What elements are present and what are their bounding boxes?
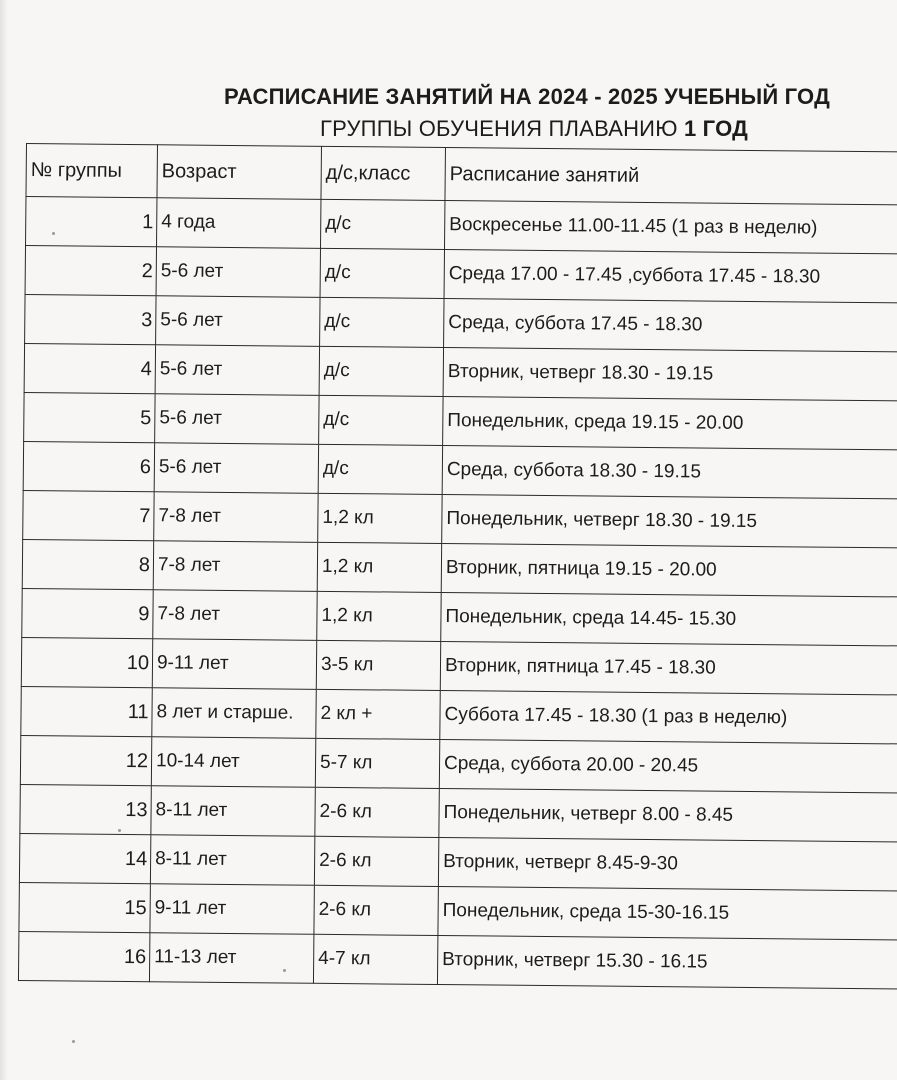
table-row [21, 686, 897, 744]
scan-speck [72, 1040, 75, 1043]
group-number-cell: 2 [25, 246, 156, 296]
age-cell: 5-6 лет [156, 296, 320, 347]
group-number-cell: 1 [26, 197, 157, 247]
table-row [22, 588, 897, 646]
table-header-row [26, 144, 897, 206]
schedule-cell: Вторник, четверг 15.30 - 16.15 [437, 935, 897, 989]
schedule-cell: Вторник, четверг 18.30 - 19.15 [443, 348, 897, 402]
schedule-cell: Суббота 17.45 - 18.30 (1 раз в неделю) [440, 691, 897, 745]
age-cell: 7-8 лет [154, 492, 318, 543]
class-cell: 1,2 кл [317, 591, 441, 641]
table-row [23, 490, 897, 548]
schedule-cell: Вторник, пятница 19.15 - 20.00 [441, 544, 897, 598]
age-cell: 4 года [157, 198, 321, 249]
table-row [19, 882, 897, 940]
group-number-cell: 4 [24, 343, 155, 393]
table-row [24, 343, 897, 401]
group-number-cell: 6 [23, 441, 154, 491]
schedule-cell: Понедельник, среда 15-30-16.15 [438, 886, 897, 940]
header-age: Возраст [157, 145, 322, 200]
schedule-cell: Среда, суббота 18.30 - 19.15 [442, 446, 897, 500]
header-class: д/с,класс [321, 146, 446, 200]
table-row [24, 392, 897, 450]
group-number-cell: 12 [20, 735, 151, 785]
subtitle-emphasis: 1 ГОД [683, 116, 748, 141]
age-cell: 7-8 лет [153, 590, 317, 641]
scan-speck [118, 829, 121, 832]
class-cell: 2-6 кл [314, 836, 438, 886]
class-cell: д/с [320, 248, 444, 298]
table-row [25, 246, 897, 304]
table-row [26, 197, 897, 255]
schedule-cell: Воскресенье 11.00-11.45 (1 раз в неделю) [444, 201, 897, 255]
class-cell: д/с [318, 444, 442, 494]
scan-speck [52, 232, 55, 235]
group-number-cell: 14 [19, 833, 150, 883]
class-cell: д/с [321, 199, 445, 249]
schedule-cell: Понедельник, четверг 18.30 - 19.15 [442, 495, 897, 549]
class-cell: 2-6 кл [315, 787, 439, 837]
class-cell: 4-7 кл [313, 934, 437, 984]
table-row [22, 539, 897, 597]
class-cell: 1,2 кл [318, 493, 442, 543]
table-row [25, 294, 897, 352]
table-row [20, 784, 897, 842]
schedule-cell: Среда, суббота 20.00 - 20.45 [439, 739, 897, 793]
schedule-cell: Среда, суббота 17.45 - 18.30 [444, 299, 897, 353]
header-schedule: Расписание занятий [445, 148, 897, 206]
age-cell: 11-13 лет [149, 933, 313, 984]
class-cell: 1,2 кл [317, 542, 441, 592]
group-number-cell: 15 [19, 882, 150, 932]
schedule-cell: Вторник, пятница 17.45 - 18.30 [440, 642, 897, 696]
schedule-cell: Понедельник, четверг 8.00 - 8.45 [439, 788, 897, 842]
age-cell: 5-6 лет [155, 394, 319, 445]
table-row [21, 637, 897, 695]
group-number-cell: 5 [24, 392, 155, 442]
schedule-cell: Понедельник, среда 19.15 - 20.00 [443, 397, 897, 451]
group-number-cell: 16 [18, 931, 149, 981]
group-number-cell: 9 [22, 588, 153, 638]
age-cell: 8-11 лет [151, 786, 315, 837]
header-group-number: № группы [26, 144, 158, 198]
class-cell: д/с [319, 395, 443, 445]
schedule-cell: Понедельник, среда 14.45- 15.30 [441, 593, 897, 647]
age-cell: 8-11 лет [150, 835, 314, 886]
group-number-cell: 3 [25, 294, 156, 344]
class-cell: 5-7 кл [315, 738, 439, 788]
age-cell: 5-6 лет [155, 345, 319, 396]
age-cell: 5-6 лет [154, 443, 318, 494]
group-number-cell: 8 [22, 539, 153, 589]
group-number-cell: 11 [21, 686, 152, 736]
class-cell: д/с [320, 297, 444, 347]
schedule-cell: Вторник, четверг 8.45-9-30 [438, 837, 897, 891]
table-row [23, 441, 897, 499]
table-row [19, 833, 897, 891]
age-cell: 9-11 лет [152, 639, 316, 690]
schedule-table-body [18, 197, 897, 990]
class-cell: 2 кл + [316, 689, 440, 739]
schedule-cell: Среда 17.00 - 17.45 ,суббота 17.45 - 18.30 [444, 250, 897, 304]
table-row [20, 735, 897, 793]
age-cell: 8 лет и старше. [152, 688, 316, 739]
schedule-table [18, 143, 897, 990]
age-cell: 9-11 лет [150, 884, 314, 935]
class-cell: д/с [319, 346, 443, 396]
age-cell: 7-8 лет [153, 541, 317, 592]
class-cell: 2-6 кл [314, 885, 438, 935]
class-cell: 3-5 кл [316, 640, 440, 690]
age-cell: 10-14 лет [151, 737, 315, 788]
page-subtitle [320, 116, 748, 142]
subtitle-text: ГРУППЫ ОБУЧЕНИЯ ПЛАВАНИЮ [320, 116, 678, 141]
group-number-cell: 10 [21, 637, 152, 687]
group-number-cell: 13 [20, 784, 151, 834]
table-row [18, 931, 897, 989]
scanned-page-edge [0, 0, 8, 1080]
scan-speck [283, 969, 286, 972]
group-number-cell: 7 [23, 490, 154, 540]
age-cell: 5-6 лет [156, 247, 320, 298]
page-title: РАСПИСАНИЕ ЗАНЯТИЙ НА 2024 - 2025 УЧЕБНЫЙ ГОД [224, 84, 830, 109]
